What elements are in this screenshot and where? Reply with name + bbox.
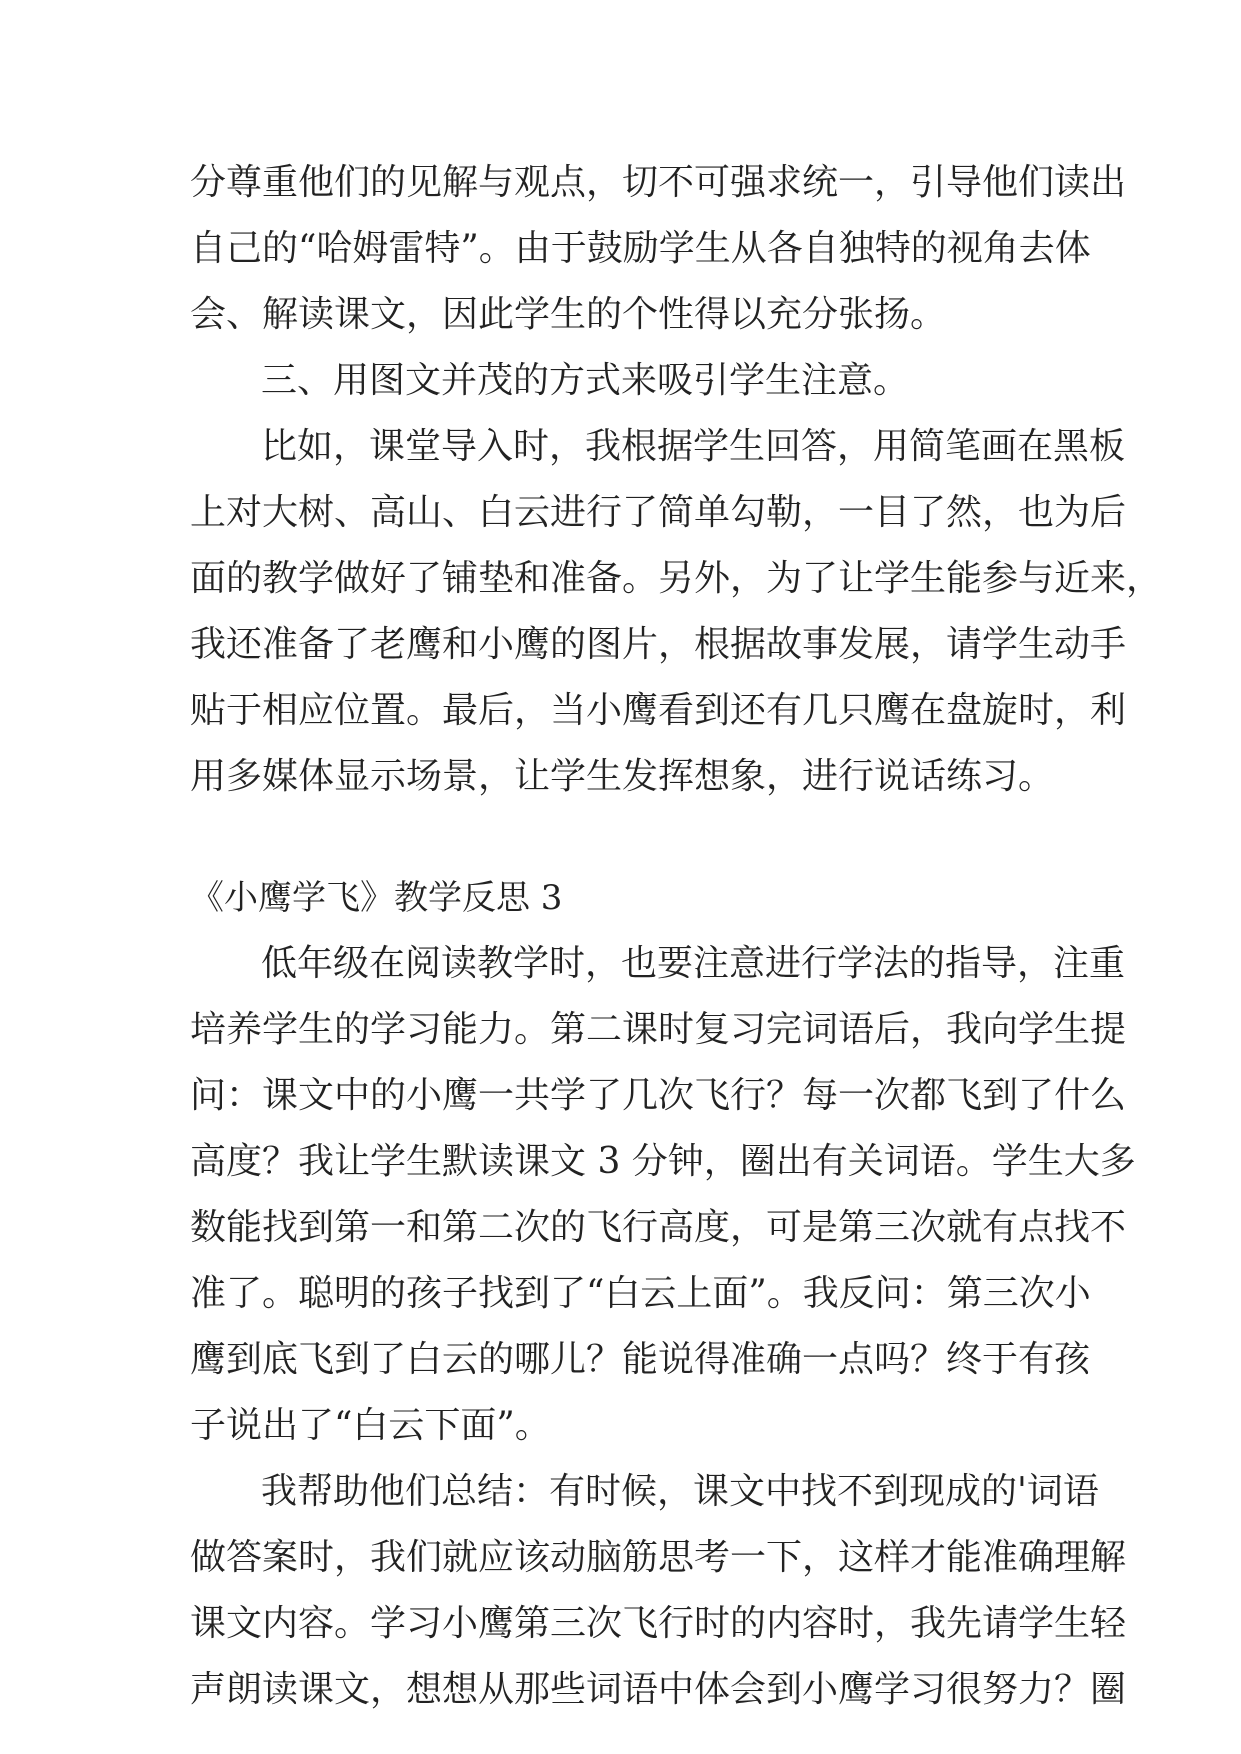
paragraph-4-line-6: 准了。聪明的孩子找到了“白云上面”。我反问：第三次小 — [190, 1273, 1091, 1314]
paragraph-3-line-3: 面的教学做好了铺垫和准备。另外，为了让学生能参与近来， — [190, 558, 1163, 599]
paragraph-5-line-1: 我帮助他们总结：有时候，课文中找不到现成的'词语 — [261, 1471, 1099, 1512]
paragraph-2-line-1: 三、用图文并茂的方式来吸引学生注意。 — [261, 360, 910, 401]
paragraph-4-line-4: 高度？我让学生默读课文 3 分钟，圈出有关词语。学生大多 — [190, 1141, 1136, 1182]
paragraph-4-line-2: 培养学生的学习能力。第二课时复习完词语后，我向学生提 — [190, 1009, 1127, 1050]
paragraph-3-line-5: 贴于相应位置。最后，当小鹰看到还有几只鹰在盘旋时，利 — [190, 690, 1127, 731]
paragraph-4-line-3: 问：课文中的小鹰一共学了几次飞行？每一次都飞到了什么 — [190, 1075, 1127, 1116]
paragraph-3-line-4: 我还准备了老鹰和小鹰的图片，根据故事发展，请学生动手 — [190, 624, 1127, 665]
paragraph-4-line-5: 数能找到第一和第二次的飞行高度，可是第三次就有点找不 — [190, 1207, 1127, 1248]
paragraph-4-line-7: 鹰到底飞到了白云的哪儿？能说得准确一点吗？终于有孩 — [190, 1339, 1091, 1380]
paragraph-5-line-4: 声朗读课文，想想从那些词语中体会到小鹰学习很努力？圈 — [190, 1669, 1127, 1710]
paragraph-4-line-8: 子说出了“白云下面”。 — [190, 1405, 551, 1446]
paragraph-1-line-2: 自己的“哈姆雷特”。由于鼓励学生从各自独特的视角去体 — [190, 228, 1091, 269]
paragraph-3-line-1: 比如，课堂导入时，我根据学生回答，用简笔画在黑板 — [261, 426, 1126, 467]
paragraph-3-line-6: 用多媒体显示场景，让学生发挥想象，进行说话练习。 — [190, 756, 1055, 797]
section-heading: 《小鹰学飞》教学反思 3 — [190, 878, 563, 918]
paragraph-5-line-2: 做答案时，我们就应该动脑筋思考一下，这样才能准确理解 — [190, 1537, 1127, 1578]
paragraph-1-line-3: 会、解读课文，因此学生的个性得以充分张扬。 — [190, 294, 947, 335]
paragraph-4-line-1: 低年级在阅读教学时，也要注意进行学法的指导，注重 — [261, 943, 1126, 984]
paragraph-3-line-2: 上对大树、高山、白云进行了简单勾勒，一目了然，也为后 — [190, 492, 1127, 533]
paragraph-1-line-1: 分尊重他们的见解与观点，切不可强求统一，引导他们读出 — [190, 162, 1127, 203]
paragraph-5-line-3: 课文内容。学习小鹰第三次飞行时的内容时，我先请学生轻 — [190, 1603, 1127, 1644]
